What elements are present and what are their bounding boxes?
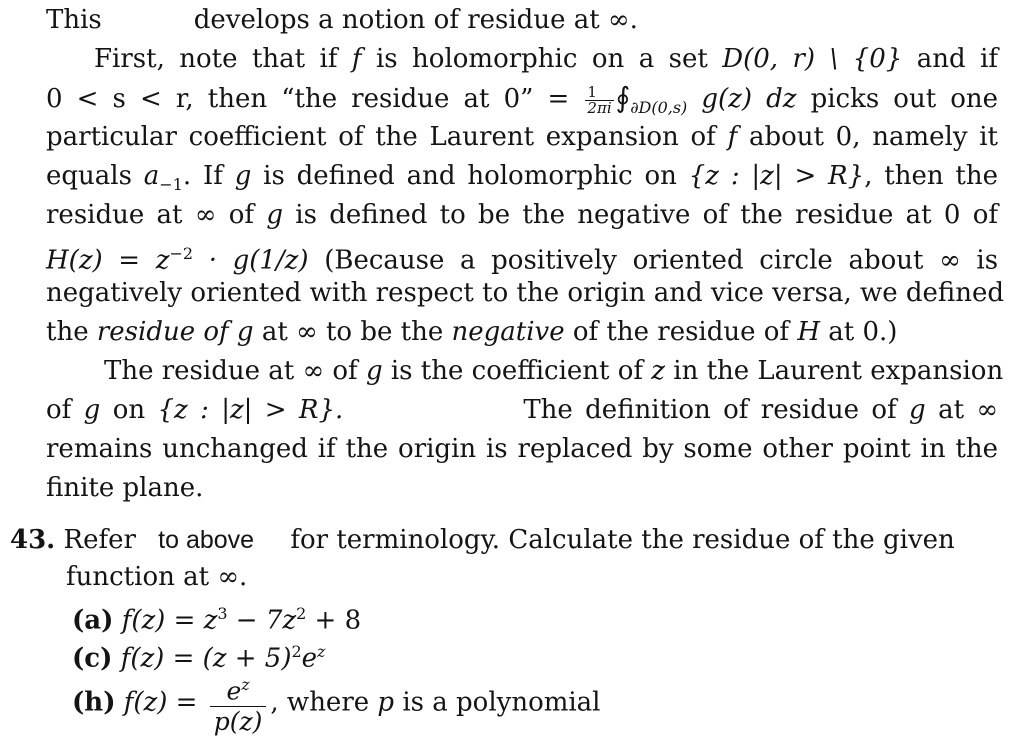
intro-line-5: equals $a_{-1}$. If g is defined and holomorphic on {z : |z| > R}, then the	[46, 161, 999, 195]
intro-line-9: the residue of g at ∞ to be the negative of the residue of H at 0.)	[46, 317, 898, 347]
residue-term: residue of g	[96, 317, 254, 347]
intro-line-8: negatively oriented with respect to the origin and vice versa, we defined	[46, 278, 1005, 308]
intro-line-3: 0 < s < r, then “the residue at 0” = $\frac{1}{2\pi i}$ $∮_{\partial D(0,s)}$ g(z) dz picks out one	[46, 81, 999, 118]
para2-line-3: remains unchanged if the origin is replaced by some other point in the	[46, 434, 998, 464]
exp-over-polynomial: $\frac{e^z}{p(z)}$	[210, 670, 267, 737]
intro-line-6: residue at ∞ of g is defined to be the negative of the residue at 0 of	[46, 200, 998, 230]
fraction-one-over-2pii: $\frac{1}{2\pi i}$	[587, 82, 612, 117]
exercise-item-c: (c) $f(z) = (z + 5)^2e^z$	[72, 642, 326, 674]
intro-start: This	[46, 5, 102, 35]
exercise-line-2: function at ∞.	[66, 562, 248, 592]
contour-integral-sign: ∮	[615, 81, 631, 114]
intro-line-7: $H(z) = z^{-2} \cdot g(1/z)$ (Because a positively oriented circle about ∞ is	[46, 244, 999, 276]
exercise-number: 43.	[10, 525, 56, 555]
exercise-item-a: (a) $f(z) = z^3 - 7z^2 + 8$	[72, 604, 362, 636]
intro-rest: develops a notion of residue at ∞.	[193, 5, 638, 35]
para2-line-2: of g on {z : |z| > R}. The definition of residue of g at ∞	[46, 395, 999, 425]
punctured-disk: D(0, r) \ {0}	[722, 44, 903, 74]
intro-line-2: First, note that if f is holomorphic on a set D(0, r) \ {0} and if	[94, 44, 999, 74]
para2-line-1: The residue at ∞ of g is the coefficient of z in the Laurent expansion	[104, 356, 1004, 386]
exercise-item-h: (h) f(z) = $\frac{e^z}{p(z)}$ , where p is a polynomial	[72, 670, 601, 737]
intro-line-4: particular coefficient of the Laurent expansion of f about 0, namely it	[46, 122, 999, 152]
para2-line-4: finite plane.	[46, 473, 204, 503]
intro-line-1	[46, 2, 638, 38]
exercise-line-1: 43. Refer to above for terminology. Calculate the residue of the given	[10, 525, 955, 555]
inserted-note: to above	[158, 526, 255, 554]
